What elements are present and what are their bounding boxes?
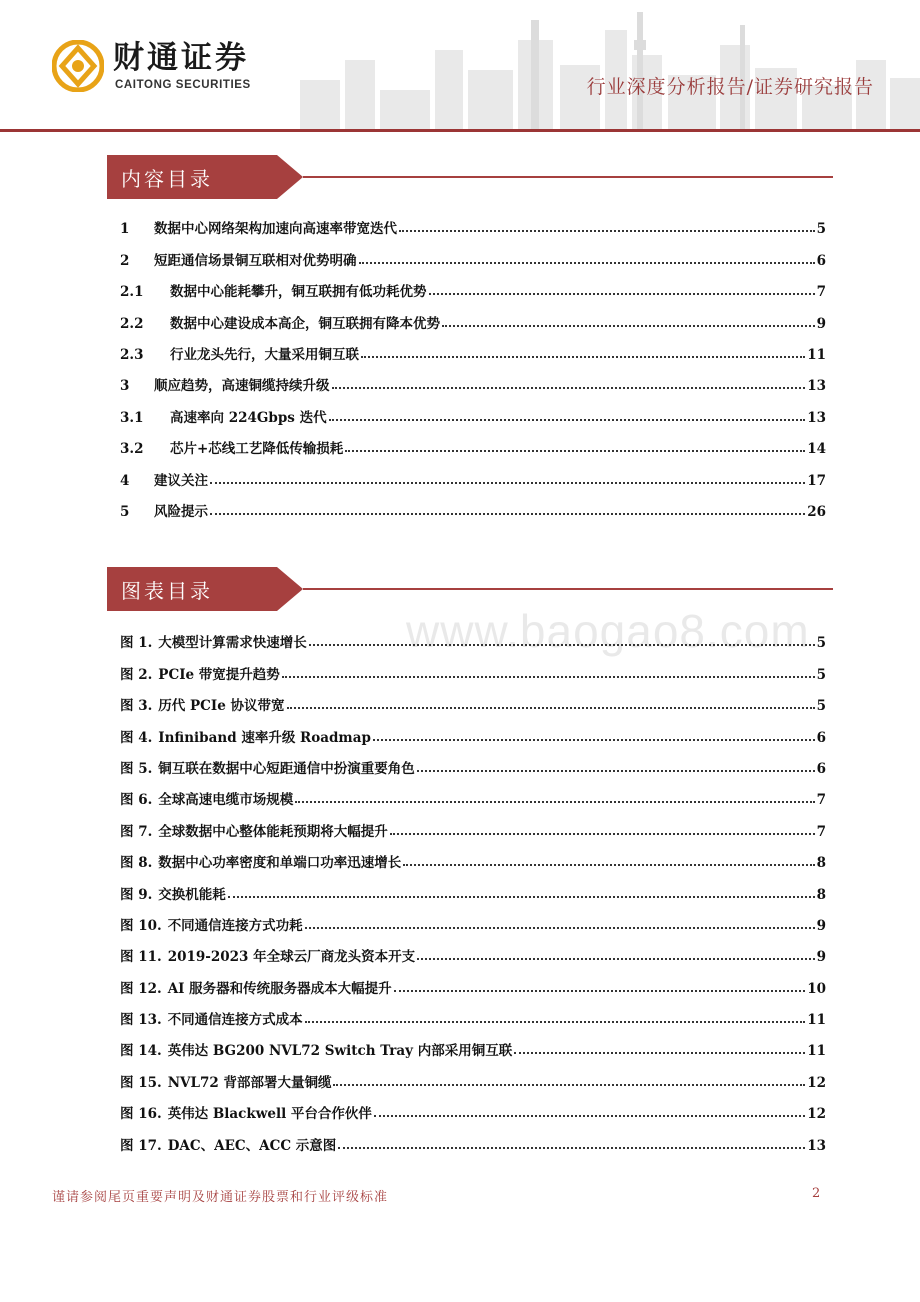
entry-page: 7 xyxy=(816,792,826,809)
contents-title: 内容目录 xyxy=(121,167,213,191)
entry-leader xyxy=(210,481,805,484)
page-header xyxy=(0,0,920,135)
figure-entry[interactable] xyxy=(120,1059,826,1090)
entry-page: 11 xyxy=(807,1012,826,1029)
entry-leader xyxy=(329,418,806,421)
entry-leader xyxy=(345,449,805,452)
entry-page: 6 xyxy=(816,729,826,746)
figure-entry[interactable] xyxy=(120,1091,826,1122)
entry-page: 7 xyxy=(816,823,826,840)
entry-page: 5 xyxy=(816,666,826,683)
entry-leader xyxy=(390,832,815,835)
figure-entry[interactable] xyxy=(120,777,826,808)
entry-number: 图 14. xyxy=(120,1043,162,1060)
entry-page: 9 xyxy=(816,917,826,934)
toc-entry[interactable] xyxy=(120,363,826,394)
entry-number: 图 2. xyxy=(120,666,153,683)
figures-rule xyxy=(303,588,833,590)
entry-title: 行业龙头先行，大量采用铜互联 xyxy=(170,346,359,363)
footer-disclaimer: 谨请参阅尾页重要声明及财通证券股票和行业评级标准 xyxy=(52,1190,389,1205)
entry-page: 9 xyxy=(816,315,826,332)
entry-number: 图 9. xyxy=(120,886,153,903)
entry-leader xyxy=(417,769,815,772)
entry-title: 数据中心功率密度和单端口功率迅速增长 xyxy=(158,855,402,872)
entry-leader xyxy=(305,926,815,929)
entry-title: 历代 PCIe 协议带宽 xyxy=(158,698,285,715)
entry-title: 风险提示 xyxy=(154,503,208,520)
entry-page: 8 xyxy=(816,886,826,903)
toc-entry[interactable] xyxy=(120,332,826,363)
entry-leader xyxy=(309,643,815,646)
entry-page: 12 xyxy=(807,1074,826,1091)
entry-page: 7 xyxy=(816,284,826,301)
figure-entry[interactable] xyxy=(120,1028,826,1059)
entry-leader xyxy=(394,989,806,992)
entry-page: 10 xyxy=(807,980,826,997)
entry-number: 图 1. xyxy=(120,635,153,652)
entry-number: 3 xyxy=(120,378,130,395)
entry-title: 不同通信连接方式功耗 xyxy=(167,917,303,934)
toc-entry[interactable] xyxy=(120,300,826,331)
entry-leader xyxy=(403,863,814,866)
entry-title: AI 服务器和传统服务器成本大幅提升 xyxy=(167,980,392,997)
entry-number: 3.2 xyxy=(120,441,144,458)
entry-title: 数据中心能耗攀升，铜互联拥有低功耗优势 xyxy=(170,284,427,301)
toc-entry[interactable] xyxy=(120,394,826,425)
entry-page: 11 xyxy=(807,346,826,363)
figure-entry[interactable] xyxy=(120,651,826,682)
entry-leader xyxy=(332,386,806,389)
entry-title: 英伟达 BG200 NVL72 Switch Tray 内部采用铜互联 xyxy=(167,1043,513,1060)
figure-entry[interactable] xyxy=(120,714,826,745)
entry-page: 26 xyxy=(807,503,826,520)
entry-title: 全球数据中心整体能耗预期将大幅提升 xyxy=(158,823,388,840)
figure-entry[interactable] xyxy=(120,965,826,996)
entry-title: Infiniband 速率升级 Roadmap xyxy=(158,729,371,746)
entry-number: 2 xyxy=(120,252,130,269)
entry-number: 图 11. xyxy=(120,949,162,966)
entry-number: 图 8. xyxy=(120,855,153,872)
entry-leader xyxy=(417,957,814,960)
entry-leader xyxy=(210,512,805,515)
contents-rule xyxy=(303,176,833,178)
entry-leader xyxy=(514,1051,805,1054)
figure-entry[interactable] xyxy=(120,840,826,871)
entry-title: 全球高速电缆市场规模 xyxy=(158,792,294,809)
entry-leader xyxy=(399,229,815,232)
entry-page: 6 xyxy=(816,252,826,269)
figure-entry[interactable] xyxy=(120,683,826,714)
entry-number: 5 xyxy=(120,503,130,520)
figure-entry[interactable] xyxy=(120,903,826,934)
entry-page: 13 xyxy=(807,409,826,426)
entry-number: 2.1 xyxy=(120,284,144,301)
entry-page: 9 xyxy=(816,949,826,966)
entry-title: 顺应趋势，高速铜缆持续升级 xyxy=(154,378,330,395)
report-type: 行业深度分析报告/证券研究报告 xyxy=(586,76,874,98)
entry-page: 12 xyxy=(807,1106,826,1123)
figure-entry[interactable] xyxy=(120,620,826,651)
entry-leader xyxy=(373,738,815,741)
figure-entry[interactable] xyxy=(120,808,826,839)
entry-leader xyxy=(295,800,814,803)
header-divider xyxy=(0,129,920,132)
entry-title: 短距通信场景铜互联相对优势明确 xyxy=(154,252,357,269)
entry-number: 2.3 xyxy=(120,346,144,363)
figure-entry[interactable] xyxy=(120,1122,826,1153)
entry-number: 4 xyxy=(120,472,130,489)
entry-number: 图 16. xyxy=(120,1106,162,1123)
entry-number: 图 10. xyxy=(120,917,162,934)
entry-title: 建议关注 xyxy=(154,472,208,489)
company-name-cn: 财通证券 xyxy=(113,40,249,76)
entry-number: 图 6. xyxy=(120,792,153,809)
entry-number: 图 15. xyxy=(120,1074,162,1091)
figure-entry[interactable] xyxy=(120,934,826,965)
toc-entry[interactable] xyxy=(120,269,826,300)
watermark: www.baogao8.com xyxy=(406,605,810,657)
entry-number: 图 12. xyxy=(120,980,162,997)
entry-leader xyxy=(282,675,815,678)
entry-page: 11 xyxy=(807,1043,826,1060)
page-number: 2 xyxy=(812,1186,821,1201)
entry-title: NVL72 背部部署大量铜缆 xyxy=(167,1074,332,1091)
entry-page: 13 xyxy=(807,1137,826,1154)
entry-title: DAC、AEC、ACC 示意图 xyxy=(167,1137,337,1154)
entry-title: 高速率向 224Gbps 迭代 xyxy=(170,409,327,426)
entry-page: 8 xyxy=(816,855,826,872)
entry-number: 图 13. xyxy=(120,1012,162,1029)
toc-entry[interactable] xyxy=(120,457,826,488)
entry-number: 1 xyxy=(120,221,130,238)
entry-number: 3.1 xyxy=(120,409,144,426)
entry-title: 铜互联在数据中心短距通信中扮演重要角色 xyxy=(158,760,415,777)
figure-entry[interactable] xyxy=(120,997,826,1028)
entry-page: 5 xyxy=(816,221,826,238)
figure-entry[interactable] xyxy=(120,871,826,902)
entry-number: 图 5. xyxy=(120,760,153,777)
entry-title: 2019-2023 年全球云厂商龙头资本开支 xyxy=(167,949,416,966)
entry-leader xyxy=(359,261,815,264)
entry-leader xyxy=(338,1146,805,1149)
entry-title: 交换机能耗 xyxy=(158,886,226,903)
entry-title: 数据中心建设成本高企，铜互联拥有降本优势 xyxy=(170,315,440,332)
entry-page: 13 xyxy=(807,378,826,395)
entry-title: 数据中心网络架构加速向高速率带宽迭代 xyxy=(154,221,397,238)
figures-title: 图表目录 xyxy=(121,579,213,603)
entry-leader xyxy=(442,324,815,327)
caitong-logo-icon xyxy=(52,40,104,92)
entry-title: 英伟达 Blackwell 平台合作伙伴 xyxy=(167,1106,372,1123)
contents-list xyxy=(120,206,826,520)
contents-banner xyxy=(107,155,837,199)
entry-page: 5 xyxy=(816,635,826,652)
toc-entry[interactable] xyxy=(120,206,826,237)
entry-number: 2.2 xyxy=(120,315,144,332)
entry-leader xyxy=(287,706,815,709)
entry-page: 6 xyxy=(816,760,826,777)
figure-entry[interactable] xyxy=(120,746,826,777)
toc-entry[interactable] xyxy=(120,426,826,457)
entry-title: PCIe 带宽提升趋势 xyxy=(158,666,280,683)
entry-leader xyxy=(361,355,805,358)
entry-number: 图 7. xyxy=(120,823,153,840)
toc-entry[interactable] xyxy=(120,489,826,520)
toc-entry[interactable] xyxy=(120,237,826,268)
entry-leader xyxy=(429,292,815,295)
entry-number: 图 3. xyxy=(120,698,153,715)
company-name-en: CAITONG SECURITIES xyxy=(115,79,251,91)
entry-page: 17 xyxy=(807,472,826,489)
entry-number: 图 4. xyxy=(120,729,153,746)
figures-list xyxy=(120,620,826,1154)
entry-page: 5 xyxy=(816,698,826,715)
entry-title: 大模型计算需求快速增长 xyxy=(158,635,307,652)
entry-leader xyxy=(374,1114,805,1117)
entry-title: 芯片+芯线工艺降低传输损耗 xyxy=(170,441,344,458)
entry-leader xyxy=(305,1020,806,1023)
entry-leader xyxy=(333,1083,805,1086)
entry-number: 图 17. xyxy=(120,1137,162,1154)
entry-leader xyxy=(228,895,815,898)
entry-title: 不同通信连接方式成本 xyxy=(167,1012,303,1029)
entry-page: 14 xyxy=(807,441,826,458)
